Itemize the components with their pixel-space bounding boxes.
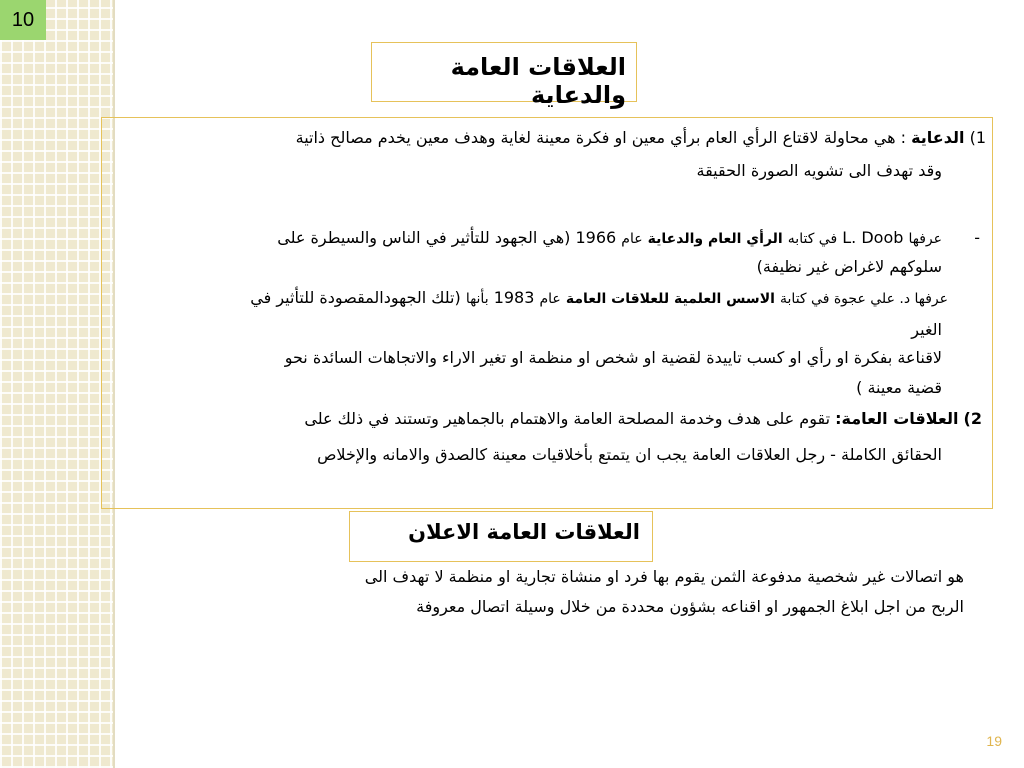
section1-number: 1) (969, 128, 986, 147)
section2-line2 (317, 444, 942, 466)
doob-author: L. Doob (842, 228, 904, 247)
doob-bullet: - (974, 228, 980, 247)
section2-term: العلاقات العامة: (835, 409, 959, 428)
section1-line1 (296, 127, 986, 149)
ajwa-year: 1983 (493, 288, 535, 307)
ad-definition-2: الربح من اجل ابلاغ الجمهور او اقناعه بشؤون محددة من خلال وسيلة اتصال معروفة (416, 597, 964, 616)
ajwa-says: بأنها (465, 291, 489, 307)
ajwa-prefix: عرفها د. علي عجوة في كتابة (780, 291, 948, 307)
doob-quote-2: سلوكهم لاغراض غير نظيفة) (756, 257, 942, 276)
section1-line2 (696, 160, 942, 182)
ajwa-line3: لاقناعة بفكرة او رأي او كسب تاييدة لقضية او شخص او منظمة او تغير الاراء والاتجاهات السائدة نحو (284, 348, 942, 367)
doob-prefix: عرفها (908, 231, 942, 247)
doob-year: 1966 (575, 228, 617, 247)
section2-line1 (304, 408, 982, 430)
section2-definition-2: الحقائق الكاملة - رجل العلاقات العامة يجب ان يتمتع بأخلاقيات معينة كالصدق والامانه والإخلاص (317, 445, 942, 464)
ajwa-quote-1: (تلك الجهودالمقصودة للتأثير في (250, 288, 461, 307)
slide-number-badge: 10 (0, 0, 46, 40)
ajwa-line4: قضية معينة ) (856, 378, 942, 397)
decorative-side-panel (0, 0, 113, 768)
section-title-advertising: العلاقات العامة الاعلان (349, 511, 653, 562)
ajwa-line1 (250, 287, 948, 310)
page-number: 19 (986, 733, 1002, 749)
slide-title: العلاقات العامة والدعاية (371, 42, 637, 102)
doob-in-book: في كتابه (787, 231, 838, 247)
ajwa-line2: الغير (911, 320, 942, 339)
section1-definition-2: وقد تهدف الى تشويه الصورة الحقيقة (696, 161, 942, 180)
ad-definition-1: هو اتصالات غير شخصية مدفوعة الثمن يقوم بها فرد او منشاة تجارية او منظمة لا تهدف الى (364, 567, 964, 586)
section1-term: الدعاية (911, 128, 965, 147)
doob-line2 (757, 256, 942, 278)
doob-book-title: الرأي العام والدعاية (647, 231, 783, 247)
section1-definition-1: : هي محاولة لاقتاع الرأي العام برأي معين او فكرة معينة لغاية وهدف معين يخدم مصالح ذاتية (295, 128, 906, 147)
section2-number: 2) (963, 409, 982, 428)
ajwa-year-word: عام (539, 291, 561, 307)
ajwa-book-title: الاسس العلمية للعلاقات العامة (565, 291, 775, 307)
doob-year-word: عام (621, 231, 643, 247)
section2-definition-1: تقوم على هدف وخدمة المصلحة العامة والاهتمام بالجماهير وتستند في ذلك على (304, 409, 831, 428)
doob-line1 (277, 227, 942, 250)
doob-quote-1: (هي الجهود للتأثير في الناس والسيطرة على (277, 228, 571, 247)
